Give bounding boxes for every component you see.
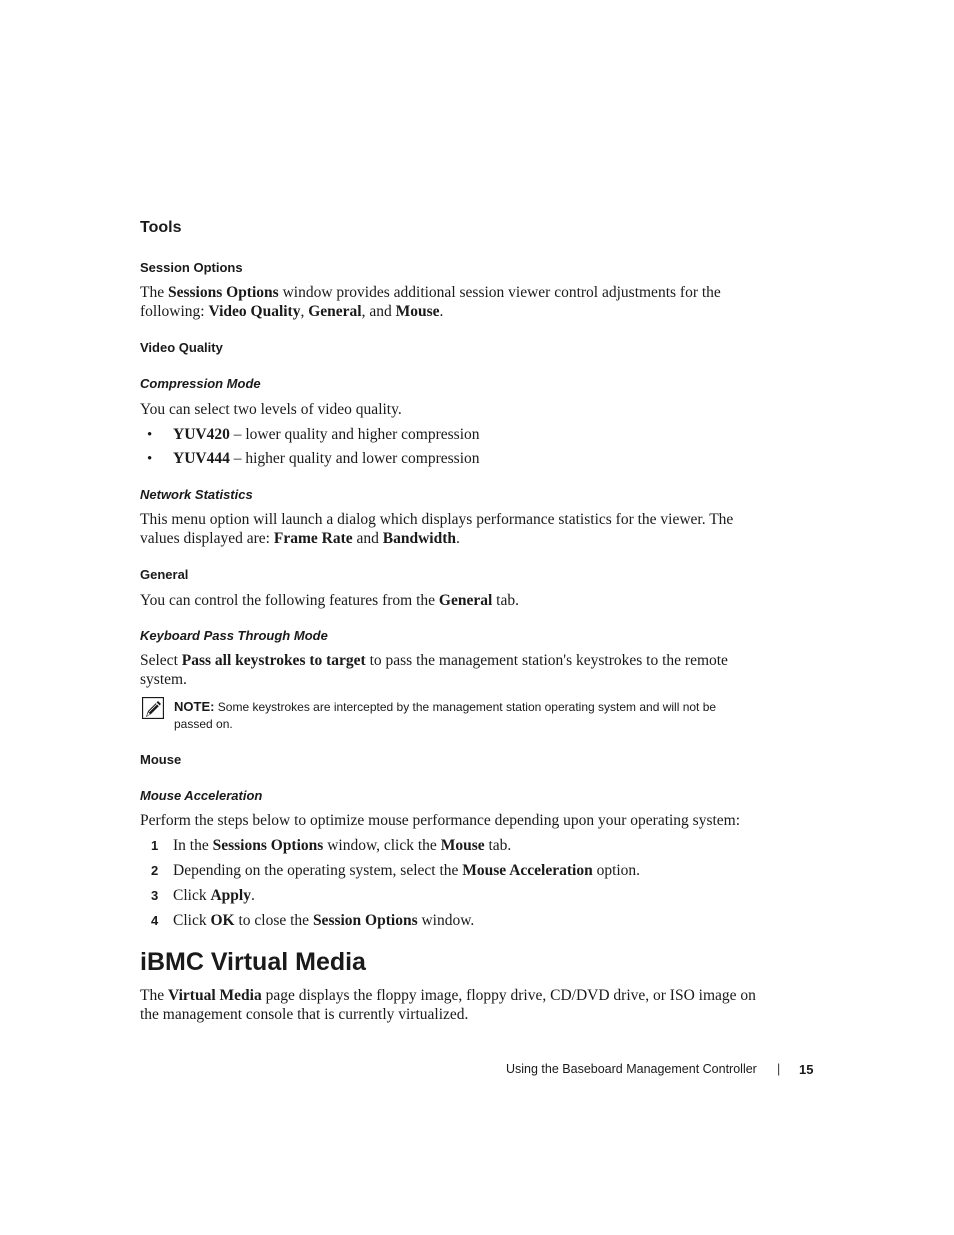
step-number: 4 <box>151 913 159 928</box>
subheading-mouse: Mouse <box>140 752 182 767</box>
subheading-session-options: Session Options <box>140 260 243 275</box>
mouse-intro: Perform the steps below to optimize mouse performance depending upon your operating system: <box>140 812 741 829</box>
keyboard-paragraph <box>140 651 728 689</box>
note-line: passed on. <box>174 717 233 731</box>
paragraph-line: The Virtual Media page displays the floppy image, floppy drive, CD/DVD drive, or ISO image on <box>140 987 756 1004</box>
step-text: Click OK to close the Session Options window. <box>173 912 475 929</box>
bullet-item <box>147 425 152 445</box>
note-pencil-icon <box>142 697 164 719</box>
virtual-media-paragraph <box>140 986 756 1024</box>
bullet-text: YUV420 – lower quality and higher compression <box>173 426 480 443</box>
section-heading-virtual-media: iBMC Virtual Media <box>140 948 366 976</box>
step-text: Depending on the operating system, select the Mouse Acceleration option. <box>173 862 641 879</box>
subheading-general: General <box>140 567 189 582</box>
bullet-text: YUV444 – higher quality and lower compression <box>173 450 480 467</box>
heading-network-statistics: Network Statistics <box>140 487 253 502</box>
footer-title: Using the Baseboard Management Controller <box>506 1062 757 1076</box>
session-options-paragraph <box>140 283 721 321</box>
heading-keyboard-pass-through: Keyboard Pass Through Mode <box>140 628 328 643</box>
paragraph-line: This menu option will launch a dialog which displays performance statistics for the viewer. The <box>140 511 734 528</box>
step-text: Click Apply. <box>173 887 255 904</box>
step-number: 2 <box>151 863 159 878</box>
general-paragraph: You can control the following features from the General tab. <box>140 592 519 609</box>
paragraph-line: values displayed are: Frame Rate and Bandwidth. <box>140 530 460 547</box>
step-text: In the Sessions Options window, click the Mouse tab. <box>173 837 512 854</box>
paragraph-line: The Sessions Options window provides additional session viewer control adjustments for the <box>140 284 721 301</box>
section-heading-tools: Tools <box>140 219 182 236</box>
compression-intro: You can select two levels of video quality. <box>140 401 402 418</box>
step-number: 1 <box>151 838 159 853</box>
bullet-symbol: • <box>147 451 153 467</box>
note-line: NOTE: Some keystrokes are intercepted by the management station operating system and will not be <box>174 699 717 714</box>
note-label: NOTE: <box>174 699 215 714</box>
paragraph-line: following: Video Quality, General, and Mouse. <box>140 303 444 320</box>
subheading-video-quality: Video Quality <box>140 340 223 355</box>
paragraph-line: system. <box>140 671 187 688</box>
page-number: 15 <box>799 1062 814 1077</box>
bullet-item <box>147 449 152 469</box>
paragraph-line: the management console that is currently virtualized. <box>140 1006 469 1023</box>
heading-mouse-acceleration: Mouse Acceleration <box>140 788 263 803</box>
heading-compression-mode: Compression Mode <box>140 376 261 391</box>
network-statistics-paragraph <box>140 510 733 548</box>
footer-separator: | <box>777 1062 781 1076</box>
paragraph-line: Select Pass all keystrokes to target to pass the management station's keystrokes to the remote <box>140 652 728 669</box>
step-number: 3 <box>151 888 159 903</box>
bullet-symbol: • <box>147 427 153 443</box>
note-text <box>174 698 716 733</box>
